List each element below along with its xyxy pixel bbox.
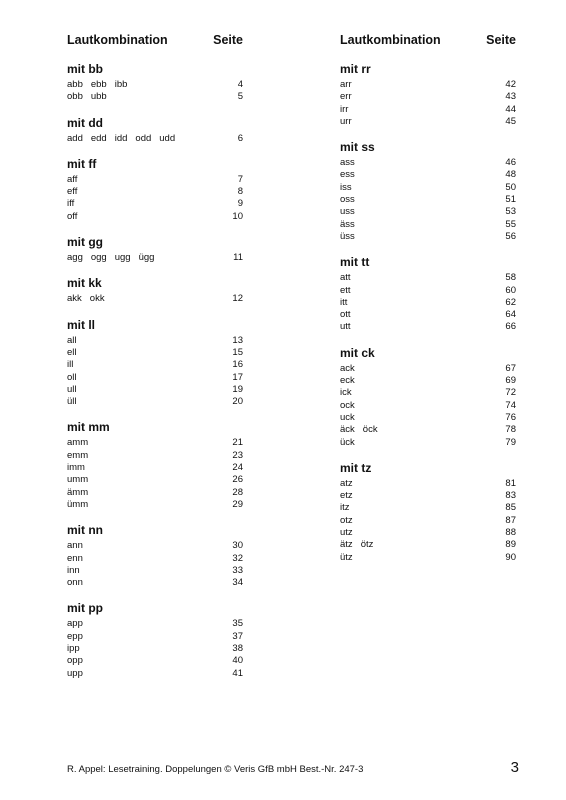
page-reference: 50 <box>505 181 516 193</box>
sound-combination: irr <box>340 103 349 115</box>
index-row <box>340 478 516 490</box>
index-row <box>67 384 243 396</box>
index-row <box>340 79 516 91</box>
sound-combinations <box>340 272 359 284</box>
sound-combination: app <box>67 618 83 630</box>
sound-combination: ebb <box>90 79 107 90</box>
sound-combination: iff <box>67 198 75 210</box>
index-row <box>67 565 243 577</box>
sound-combinations <box>67 198 82 210</box>
sound-combinations <box>340 412 363 424</box>
sound-combination: ass <box>340 157 355 169</box>
sound-combination: ätz <box>340 539 353 551</box>
page-number: 3 <box>510 759 519 776</box>
page-reference: 56 <box>505 230 516 242</box>
sound-combinations <box>67 359 81 371</box>
index-section <box>67 61 243 104</box>
sound-combination: abb <box>67 79 83 90</box>
index-row <box>67 499 243 511</box>
page-reference: 13 <box>232 334 243 346</box>
section-title: mit ll <box>67 317 96 332</box>
page-reference: 79 <box>505 436 516 448</box>
section-title: mit pp <box>67 601 103 616</box>
page-reference: 19 <box>232 383 243 395</box>
sound-combination: üss <box>340 230 355 242</box>
page-reference: 20 <box>232 396 243 408</box>
sound-combination: umm <box>67 474 89 486</box>
sound-combination: itt <box>340 296 348 308</box>
index-row <box>340 412 516 424</box>
sound-combinations <box>67 540 91 552</box>
column-header <box>67 33 243 48</box>
page-reference: 21 <box>232 437 243 449</box>
page-reference: 40 <box>232 655 243 667</box>
page-reference: 89 <box>505 539 516 551</box>
sound-combination: ott <box>340 309 351 321</box>
sound-combinations <box>340 91 360 103</box>
page-reference: 29 <box>232 498 243 510</box>
index-row <box>67 618 243 630</box>
sound-combination: ann <box>67 540 83 552</box>
page-reference: 48 <box>505 169 516 181</box>
column-header-page: Seite <box>213 33 243 47</box>
index-section <box>67 275 243 305</box>
page-reference: 8 <box>237 186 243 198</box>
page-reference: 85 <box>505 502 516 514</box>
sound-combinations <box>340 231 363 243</box>
sound-combinations <box>67 437 96 449</box>
page-reference: 35 <box>232 618 243 630</box>
page-reference: 66 <box>505 321 516 333</box>
index-row <box>67 668 243 680</box>
index-row <box>67 79 243 91</box>
index-row <box>340 91 516 103</box>
sound-combination: off <box>67 210 78 222</box>
sound-combination: all <box>67 334 77 346</box>
page-reference: 26 <box>232 474 243 486</box>
sound-combinations <box>340 490 361 502</box>
index-row <box>67 655 243 667</box>
page-reference: 67 <box>505 362 516 374</box>
sound-combination: emm <box>67 449 89 461</box>
index-row <box>67 133 243 145</box>
sound-combinations <box>340 363 363 375</box>
index-row <box>67 487 243 499</box>
sound-combination: itz <box>340 502 350 514</box>
index-row <box>340 219 516 231</box>
index-section <box>67 419 243 511</box>
sound-combinations <box>67 565 88 577</box>
sound-combinations <box>340 400 363 412</box>
index-row <box>340 527 516 539</box>
index-row <box>340 490 516 502</box>
sound-combinations <box>340 515 361 527</box>
sound-combination: ock <box>340 399 355 411</box>
sound-combination: ämm <box>67 486 89 498</box>
page-reference: 4 <box>237 79 243 90</box>
section-title: mit tz <box>340 460 372 475</box>
index-section <box>340 61 516 128</box>
sound-combinations <box>340 182 360 194</box>
sound-combination: ütz <box>340 551 353 563</box>
sound-combination: äss <box>340 218 355 230</box>
section-title: mit bb <box>67 62 103 76</box>
column-header-label: Lautkombination <box>340 33 441 47</box>
page-reference: 51 <box>505 194 516 206</box>
index-row <box>340 157 516 169</box>
section-title: mit ck <box>340 345 375 360</box>
index-row <box>340 515 516 527</box>
index-row <box>340 182 516 194</box>
sound-combination: enn <box>67 552 83 564</box>
sound-combinations <box>67 347 85 359</box>
sound-combinations <box>340 478 361 490</box>
sound-combinations <box>340 527 361 539</box>
page-reference: 42 <box>505 79 516 90</box>
sound-combination: üll <box>67 396 77 408</box>
page-reference: 43 <box>505 91 516 103</box>
sound-combination: oll <box>67 371 77 383</box>
page-reference: 28 <box>232 486 243 498</box>
sound-combinations <box>340 552 361 564</box>
sound-combination: eck <box>340 375 355 387</box>
sound-combinations <box>67 384 85 396</box>
sound-combinations <box>340 437 363 449</box>
sound-combination: utt <box>340 321 351 333</box>
sound-combination: uck <box>340 411 355 423</box>
sound-combinations <box>340 297 355 309</box>
sound-combinations <box>67 618 91 630</box>
left-column <box>67 33 243 691</box>
sound-combinations <box>67 293 113 305</box>
index-row <box>340 194 516 206</box>
page-reference: 53 <box>505 206 516 218</box>
page-reference: 38 <box>232 643 243 655</box>
sound-combination: ügg <box>138 252 155 264</box>
sound-combination: err <box>340 91 352 103</box>
index-row <box>340 437 516 449</box>
sound-combination: ell <box>67 346 77 358</box>
sound-combination: ill <box>67 359 74 371</box>
index-section <box>67 600 243 679</box>
page-reference: 88 <box>505 527 516 539</box>
page-reference: 64 <box>505 309 516 321</box>
sound-combination: ück <box>340 436 355 448</box>
index-row <box>67 462 243 474</box>
sound-combination: ipp <box>67 643 80 655</box>
page-reference: 83 <box>505 490 516 502</box>
sound-combination: ubb <box>90 91 107 103</box>
sound-combinations <box>340 157 363 169</box>
index-row <box>340 552 516 564</box>
index-row <box>340 116 516 128</box>
page-reference: 12 <box>232 293 243 305</box>
page-reference: 32 <box>232 552 243 564</box>
sound-combination: ogg <box>90 252 107 264</box>
sound-combination: udd <box>159 132 176 144</box>
page-reference: 16 <box>232 359 243 371</box>
sound-combination: otz <box>340 514 353 526</box>
page-reference: 76 <box>505 411 516 423</box>
sound-combinations <box>340 116 360 128</box>
index-row <box>67 372 243 384</box>
sound-combination: add <box>67 132 83 144</box>
sound-combination: ümm <box>67 498 89 510</box>
sound-combination: ugg <box>114 252 131 264</box>
index-row <box>340 309 516 321</box>
sound-combinations <box>340 79 360 91</box>
sound-combination: aff <box>67 173 78 185</box>
section-title: mit kk <box>67 276 102 291</box>
sound-combination: ull <box>67 383 77 395</box>
index-row <box>67 359 243 371</box>
index-section <box>340 345 516 449</box>
index-row <box>67 174 243 186</box>
index-row <box>340 285 516 297</box>
section-title: mit gg <box>67 235 103 250</box>
sound-combination: oss <box>340 194 355 206</box>
index-row <box>67 347 243 359</box>
sound-combinations <box>67 668 91 680</box>
index-row <box>340 400 516 412</box>
page-footer <box>67 759 519 776</box>
right-column <box>340 33 516 575</box>
page-reference: 5 <box>237 91 243 103</box>
sound-combination: etz <box>340 490 353 502</box>
section-title: mit ff <box>67 156 97 171</box>
sound-combination: akk <box>67 293 82 305</box>
index-row <box>340 424 516 436</box>
index-row <box>340 272 516 284</box>
sound-combinations <box>340 539 381 551</box>
page-reference: 69 <box>505 375 516 387</box>
sound-combination: agg <box>67 252 83 264</box>
index-row <box>67 186 243 198</box>
sound-combination: imm <box>67 462 85 474</box>
sound-combination: edd <box>90 132 107 144</box>
sound-combination: idd <box>114 132 128 144</box>
sound-combinations <box>67 174 85 186</box>
sound-combinations <box>67 186 85 198</box>
sound-combination: utz <box>340 527 353 539</box>
index-row <box>67 293 243 305</box>
page-reference: 41 <box>232 667 243 679</box>
left-sections <box>67 61 243 680</box>
right-sections <box>340 61 516 564</box>
sound-combination: iss <box>340 181 352 193</box>
sound-combination: ick <box>340 387 352 399</box>
sound-combinations <box>340 219 363 231</box>
sound-combination: okk <box>89 293 105 305</box>
section-title: mit mm <box>67 420 110 435</box>
sound-combinations <box>67 396 85 408</box>
index-section <box>340 139 516 243</box>
sound-combination: inn <box>67 564 80 576</box>
sound-combinations <box>67 252 162 264</box>
index-row <box>67 631 243 643</box>
sound-combination: att <box>340 272 351 284</box>
page-reference: 46 <box>505 157 516 169</box>
sound-combination: öck <box>362 424 378 436</box>
section-title: mit nn <box>67 523 103 538</box>
index-row <box>67 540 243 552</box>
sound-combinations <box>340 424 386 436</box>
page-reference: 81 <box>505 477 516 489</box>
sound-combination: atz <box>340 477 353 489</box>
page-reference: 62 <box>505 296 516 308</box>
sound-combination: odd <box>135 132 152 144</box>
page-reference: 45 <box>505 115 516 127</box>
sound-combinations <box>67 643 88 655</box>
page-reference: 6 <box>237 132 243 144</box>
page-reference: 17 <box>232 371 243 383</box>
sound-combination: opp <box>67 655 83 667</box>
index-row <box>340 375 516 387</box>
sound-combinations <box>340 321 359 333</box>
column-header <box>340 33 516 48</box>
index-row <box>340 169 516 181</box>
sound-combination: amm <box>67 437 89 449</box>
page-reference: 15 <box>232 346 243 358</box>
sound-combination: upp <box>67 667 83 679</box>
index-row <box>340 297 516 309</box>
sound-combinations <box>67 211 85 223</box>
sound-combinations <box>340 169 363 181</box>
page-reference: 90 <box>505 551 516 563</box>
sound-combinations <box>340 206 363 218</box>
index-row <box>67 252 243 264</box>
sound-combination: onn <box>67 577 83 589</box>
page-reference: 72 <box>505 387 516 399</box>
page-reference: 34 <box>232 577 243 589</box>
index-section <box>340 460 516 564</box>
page-reference: 23 <box>232 449 243 461</box>
sound-combinations <box>67 499 96 511</box>
sound-combinations <box>340 309 359 321</box>
page-reference: 60 <box>505 284 516 296</box>
sound-combination: urr <box>340 115 352 127</box>
footer-text: R. Appel: Lesetraining. Doppelungen © Veris GfB mbH Best.-Nr. 247-3 <box>67 764 364 775</box>
sound-combinations <box>67 487 96 499</box>
index-row <box>67 91 243 103</box>
page-reference: 44 <box>505 103 516 115</box>
sound-combinations <box>67 450 96 462</box>
page-reference: 55 <box>505 218 516 230</box>
column-header-page: Seite <box>486 33 516 47</box>
index-row <box>340 387 516 399</box>
index-section <box>67 234 243 264</box>
index-row <box>340 539 516 551</box>
sound-combinations <box>340 285 359 297</box>
page-reference: 37 <box>232 630 243 642</box>
sound-combinations <box>67 577 91 589</box>
page-reference: 30 <box>232 540 243 552</box>
sound-combination: arr <box>340 79 352 90</box>
index-section <box>67 317 243 409</box>
index-row <box>340 231 516 243</box>
index-row <box>67 211 243 223</box>
page-reference: 74 <box>505 399 516 411</box>
sound-combination: obb <box>67 91 83 103</box>
index-row <box>67 396 243 408</box>
sound-combinations <box>67 655 91 667</box>
page-reference: 7 <box>237 173 243 185</box>
sound-combination: ett <box>340 284 351 296</box>
page-reference: 87 <box>505 514 516 526</box>
section-title: mit tt <box>340 255 370 270</box>
sound-combinations <box>67 91 115 103</box>
sound-combination: ess <box>340 169 355 181</box>
index-row <box>67 335 243 347</box>
page-reference: 24 <box>232 462 243 474</box>
index-section <box>67 156 243 223</box>
section-title: mit ss <box>340 140 375 155</box>
sound-combinations <box>67 133 183 145</box>
sound-combinations <box>67 474 96 486</box>
index-row <box>340 363 516 375</box>
index-row <box>340 502 516 514</box>
index-row <box>67 198 243 210</box>
index-row <box>67 577 243 589</box>
column-header-label: Lautkombination <box>67 33 168 47</box>
page-reference: 9 <box>237 198 243 210</box>
index-section <box>67 522 243 589</box>
page-reference: 33 <box>232 564 243 576</box>
page-reference: 78 <box>505 424 516 436</box>
section-title: mit dd <box>67 115 103 130</box>
index-row <box>67 450 243 462</box>
sound-combination: ötz <box>360 539 374 551</box>
sound-combinations <box>340 387 360 399</box>
index-row <box>67 643 243 655</box>
sound-combination: äck <box>340 424 355 436</box>
sound-combinations <box>340 502 358 514</box>
page-reference: 10 <box>232 210 243 222</box>
sound-combinations <box>67 631 91 643</box>
sound-combination: uss <box>340 206 355 218</box>
page-reference: 58 <box>505 272 516 284</box>
sound-combinations <box>67 372 85 384</box>
sound-combinations <box>340 194 363 206</box>
index-section <box>67 115 243 145</box>
index-section <box>340 254 516 333</box>
sound-combination: eff <box>67 186 78 198</box>
section-title: mit rr <box>340 62 371 76</box>
sound-combinations <box>67 79 135 91</box>
sound-combinations <box>340 104 356 116</box>
index-row <box>67 474 243 486</box>
index-row <box>340 206 516 218</box>
sound-combinations <box>67 462 93 474</box>
sound-combinations <box>67 553 91 565</box>
index-row <box>67 553 243 565</box>
index-row <box>340 321 516 333</box>
sound-combination: ack <box>340 362 355 374</box>
sound-combinations <box>67 335 85 347</box>
index-row <box>67 437 243 449</box>
sound-combination: ibb <box>114 79 128 90</box>
sound-combination: epp <box>67 630 83 642</box>
sound-combinations <box>340 375 363 387</box>
index-row <box>340 104 516 116</box>
page-reference: 11 <box>233 252 243 264</box>
